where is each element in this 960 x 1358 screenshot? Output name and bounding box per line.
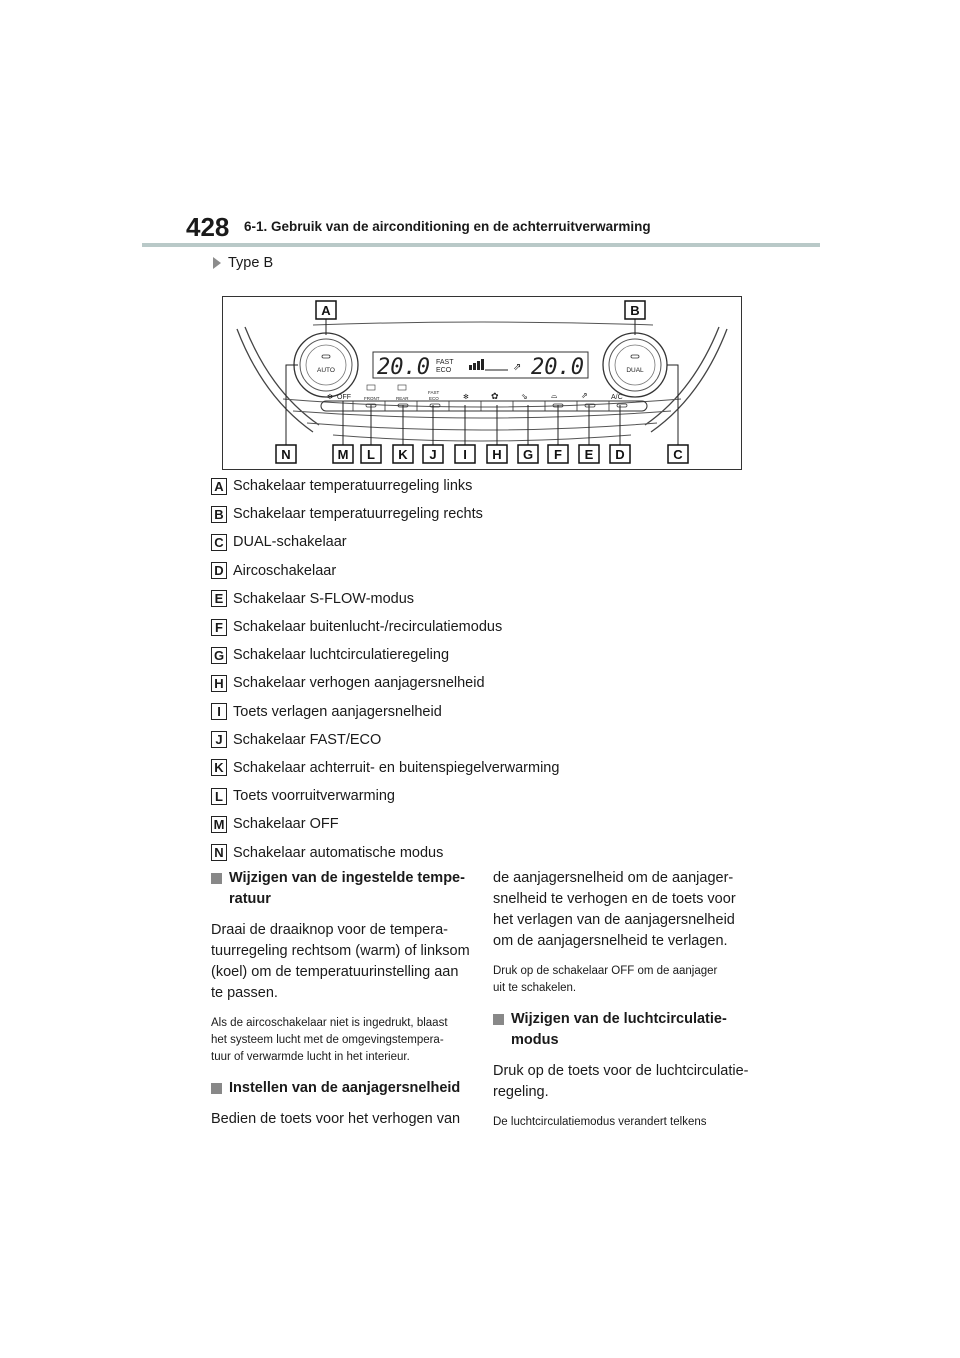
legend-item — [211, 641, 771, 669]
legend-letter: D — [211, 562, 227, 579]
display-eco: ECO — [436, 367, 452, 374]
legend-letter: F — [211, 619, 227, 636]
square-bullet-icon — [211, 873, 222, 884]
left-column — [211, 868, 471, 1141]
panel-edge-left-inner — [245, 327, 319, 425]
legend-letter: C — [211, 534, 227, 551]
legend-text: Schakelaar buitenlucht-/recirculatiemodus — [233, 619, 503, 636]
legend-text: Schakelaar S-FLOW-modus — [233, 590, 415, 607]
panel-line-4 — [333, 435, 631, 441]
legend-text: Schakelaar automatische modus — [233, 844, 444, 861]
callout-e: E — [584, 447, 594, 462]
climate-panel-illustration — [223, 297, 741, 469]
panel-top-line — [313, 322, 653, 325]
legend-text: Schakelaar temperatuurregeling rechts — [233, 506, 483, 523]
btn-fast-label: FAST — [428, 390, 440, 395]
legend-item — [211, 782, 771, 810]
callout-m: M — [337, 447, 349, 462]
knob-auto-label: AUTO — [317, 367, 335, 374]
text-line: (koel) om de temperatuurinstelling aan — [211, 964, 459, 980]
legend-item — [211, 669, 771, 697]
arrow-right-icon — [213, 257, 221, 269]
callout-i: I — [463, 447, 467, 462]
callout-k: K — [398, 447, 408, 462]
callout-c: C — [673, 447, 683, 462]
legend-item — [211, 500, 771, 528]
page-number: 428 — [186, 212, 230, 242]
legend-letter: I — [211, 703, 227, 720]
svg-text:✿: ✿ — [491, 391, 499, 401]
section-title: 6-1. Gebruik van de airconditioning en de achterruitverwarming — [244, 219, 651, 234]
callout-g: G — [522, 447, 534, 462]
callout-labels — [276, 301, 688, 463]
text-line: Draai de draaiknop voor de tempera- — [211, 922, 448, 938]
heading-line: Instellen van de aanjagersnelheid — [229, 1080, 461, 1096]
text-line: Als de aircoschakelaar niet is ingedrukt, blaast — [211, 1017, 448, 1029]
legend-letter: A — [211, 478, 227, 495]
legend-letter: H — [211, 675, 227, 692]
legend-text: Schakelaar OFF — [233, 816, 339, 833]
callout-d: D — [615, 447, 625, 462]
text-line: snelheid te verhogen en de toets voor — [493, 891, 736, 907]
text-line: het verlagen van de aanjagersnelheid — [493, 912, 735, 928]
legend-item — [211, 838, 771, 866]
button-row — [321, 401, 647, 411]
text-line: Druk op de toets voor de luchtcirculatie- — [493, 1063, 749, 1079]
callout-a: A — [321, 303, 331, 318]
heading-line: Wijzigen van de ingestelde tempe- — [229, 870, 465, 886]
text-line: Bedien de toets voor het verhogen van — [211, 1111, 461, 1127]
legend-item — [211, 472, 771, 500]
heading-line: ratuur — [229, 891, 271, 907]
callout-l: L — [367, 447, 375, 462]
legend-letter: L — [211, 788, 227, 805]
display-fast: FAST — [436, 359, 454, 366]
legend-text: Schakelaar achterruit- en buitenspiegelverwarming — [233, 759, 560, 776]
legend-letter: N — [211, 844, 227, 861]
svg-text:⌓: ⌓ — [551, 391, 558, 400]
legend-text: Toets verlagen aanjagersnelheid — [233, 703, 442, 720]
display-left-temp: 20.0 — [377, 355, 430, 380]
callout-n: N — [281, 447, 291, 462]
paragraph — [493, 1061, 753, 1103]
text-line: om de aanjagersnelheid te verlagen. — [493, 933, 728, 949]
header-rule — [142, 243, 820, 247]
legend-item — [211, 698, 771, 726]
legend-letter: J — [211, 731, 227, 748]
legend-item — [211, 613, 771, 641]
legend-letter: K — [211, 759, 227, 776]
climate-display — [373, 352, 588, 380]
button-labels — [327, 385, 623, 401]
legend-text: Aircoschakelaar — [233, 562, 337, 579]
legend-letter: E — [211, 590, 227, 607]
text-line: tuur of verwarmde lucht in het interieur. — [211, 1051, 410, 1063]
legend-text: DUAL-schakelaar — [233, 534, 347, 551]
right-column — [493, 868, 753, 1143]
btn-ac-label: A/C — [611, 394, 623, 401]
paragraph — [493, 868, 753, 952]
legend-letter: M — [211, 816, 227, 833]
svg-text:✻: ✻ — [327, 394, 333, 401]
square-bullet-icon — [493, 1014, 504, 1025]
display-right-temp: 20.0 — [531, 355, 584, 380]
callout-b: B — [630, 303, 640, 318]
callout-f: F — [554, 447, 562, 462]
legend-text: Toets voorruitverwarming — [233, 788, 395, 805]
btn-front-label: FRONT — [364, 396, 380, 401]
legend-text: Schakelaar temperatuurregeling links — [233, 478, 473, 495]
legend-list — [211, 472, 771, 867]
svg-text:✻: ✻ — [463, 394, 469, 401]
text-line: De luchtcirculatiemodus verandert telkens — [493, 1116, 707, 1128]
legend-item — [211, 557, 771, 585]
heading-air-circulation — [493, 1009, 753, 1051]
svg-text:⇘: ⇘ — [521, 392, 528, 401]
heading-fan-speed — [211, 1078, 471, 1099]
text-line: het systeem lucht met de omgevingstempera- — [211, 1034, 444, 1046]
btn-eco-label: ECO — [429, 396, 439, 401]
legend-text: Schakelaar verhogen aanjagersnelheid — [233, 675, 485, 692]
note — [493, 1114, 753, 1131]
legend-item — [211, 528, 771, 556]
text-line: Druk op de schakelaar OFF om de aanjager — [493, 965, 718, 977]
type-label — [213, 255, 273, 271]
legend-item — [211, 585, 771, 613]
paragraph — [211, 1109, 471, 1130]
callout-j: J — [429, 447, 437, 462]
left-temperature-knob — [294, 333, 358, 397]
callout-h: H — [492, 447, 502, 462]
legend-text: Schakelaar FAST/ECO — [233, 731, 382, 748]
knob-dual-label: DUAL — [626, 367, 644, 374]
climate-control-figure — [222, 296, 742, 470]
panel-line-2 — [293, 411, 671, 418]
text-line: tuurregeling rechtsom (warm) of linksom — [211, 943, 470, 959]
legend-item — [211, 810, 771, 838]
legend-text: Schakelaar luchtcirculatieregeling — [233, 647, 450, 664]
right-temperature-knob — [603, 333, 667, 397]
btn-off-label: OFF — [337, 394, 351, 401]
note — [211, 1015, 471, 1066]
heading-line: Wijzigen van de luchtcirculatie- — [511, 1011, 727, 1027]
text-line: te passen. — [211, 985, 278, 1001]
heading-line: modus — [511, 1032, 559, 1048]
heading-temperature — [211, 868, 471, 910]
text-line: de aanjagersnelheid om de aanjager- — [493, 870, 734, 886]
panel-line-3 — [307, 423, 657, 430]
legend-item — [211, 754, 771, 782]
svg-text:⇗: ⇗ — [581, 391, 588, 400]
paragraph — [211, 920, 471, 1004]
square-bullet-icon — [211, 1083, 222, 1094]
svg-text:⇗: ⇗ — [513, 362, 522, 373]
legend-letter: G — [211, 647, 227, 664]
type-label-text: Type B — [228, 255, 274, 271]
text-line: regeling. — [493, 1084, 549, 1100]
legend-item — [211, 726, 771, 754]
btn-rear-label: REAR — [396, 396, 409, 401]
legend-letter: B — [211, 506, 227, 523]
text-line: uit te schakelen. — [493, 982, 577, 994]
note — [493, 963, 753, 997]
